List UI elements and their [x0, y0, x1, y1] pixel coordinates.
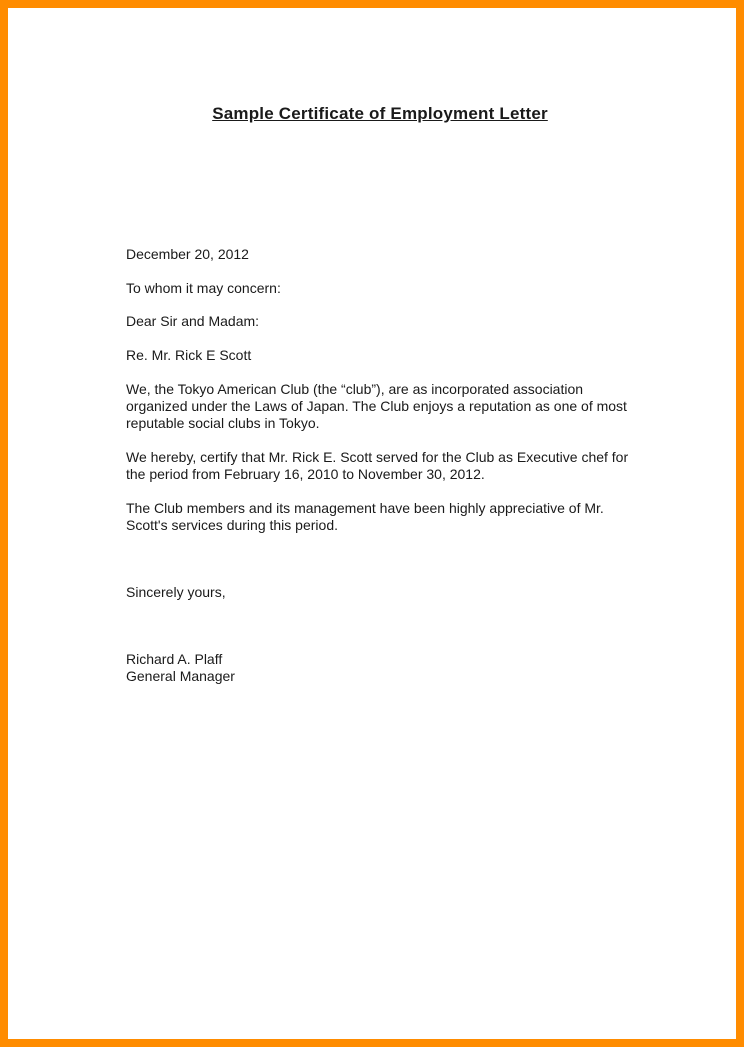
letter-title: Sample Certificate of Employment Letter: [212, 104, 548, 123]
signer-name: Richard A. Plaff: [126, 651, 223, 667]
paragraph-certification: We hereby, certify that Mr. Rick E. Scott served for the Club as Executive chef for the period from February 16, 2010 to November 30, 2012.: [126, 449, 629, 482]
letter-recipient: To whom it may concern:: [126, 280, 281, 296]
letter-closing: Sincerely yours,: [126, 584, 226, 600]
letter-reference: Re. Mr. Rick E Scott: [126, 347, 252, 363]
letter-date: December 20, 2012: [126, 246, 249, 262]
signer-title: General Manager: [126, 668, 235, 684]
letter-salutation: Dear Sir and Madam:: [126, 313, 260, 329]
paragraph-appreciation: The Club members and its management have been highly appreciative of Mr. Scott's services during this period.: [126, 500, 604, 533]
paragraph-introduction: We, the Tokyo American Club (the “club”), are as incorporated association organized under the Laws of Japan. The Club enjoys a reputation as one of most reputable social clubs in Tokyo.: [126, 381, 627, 431]
